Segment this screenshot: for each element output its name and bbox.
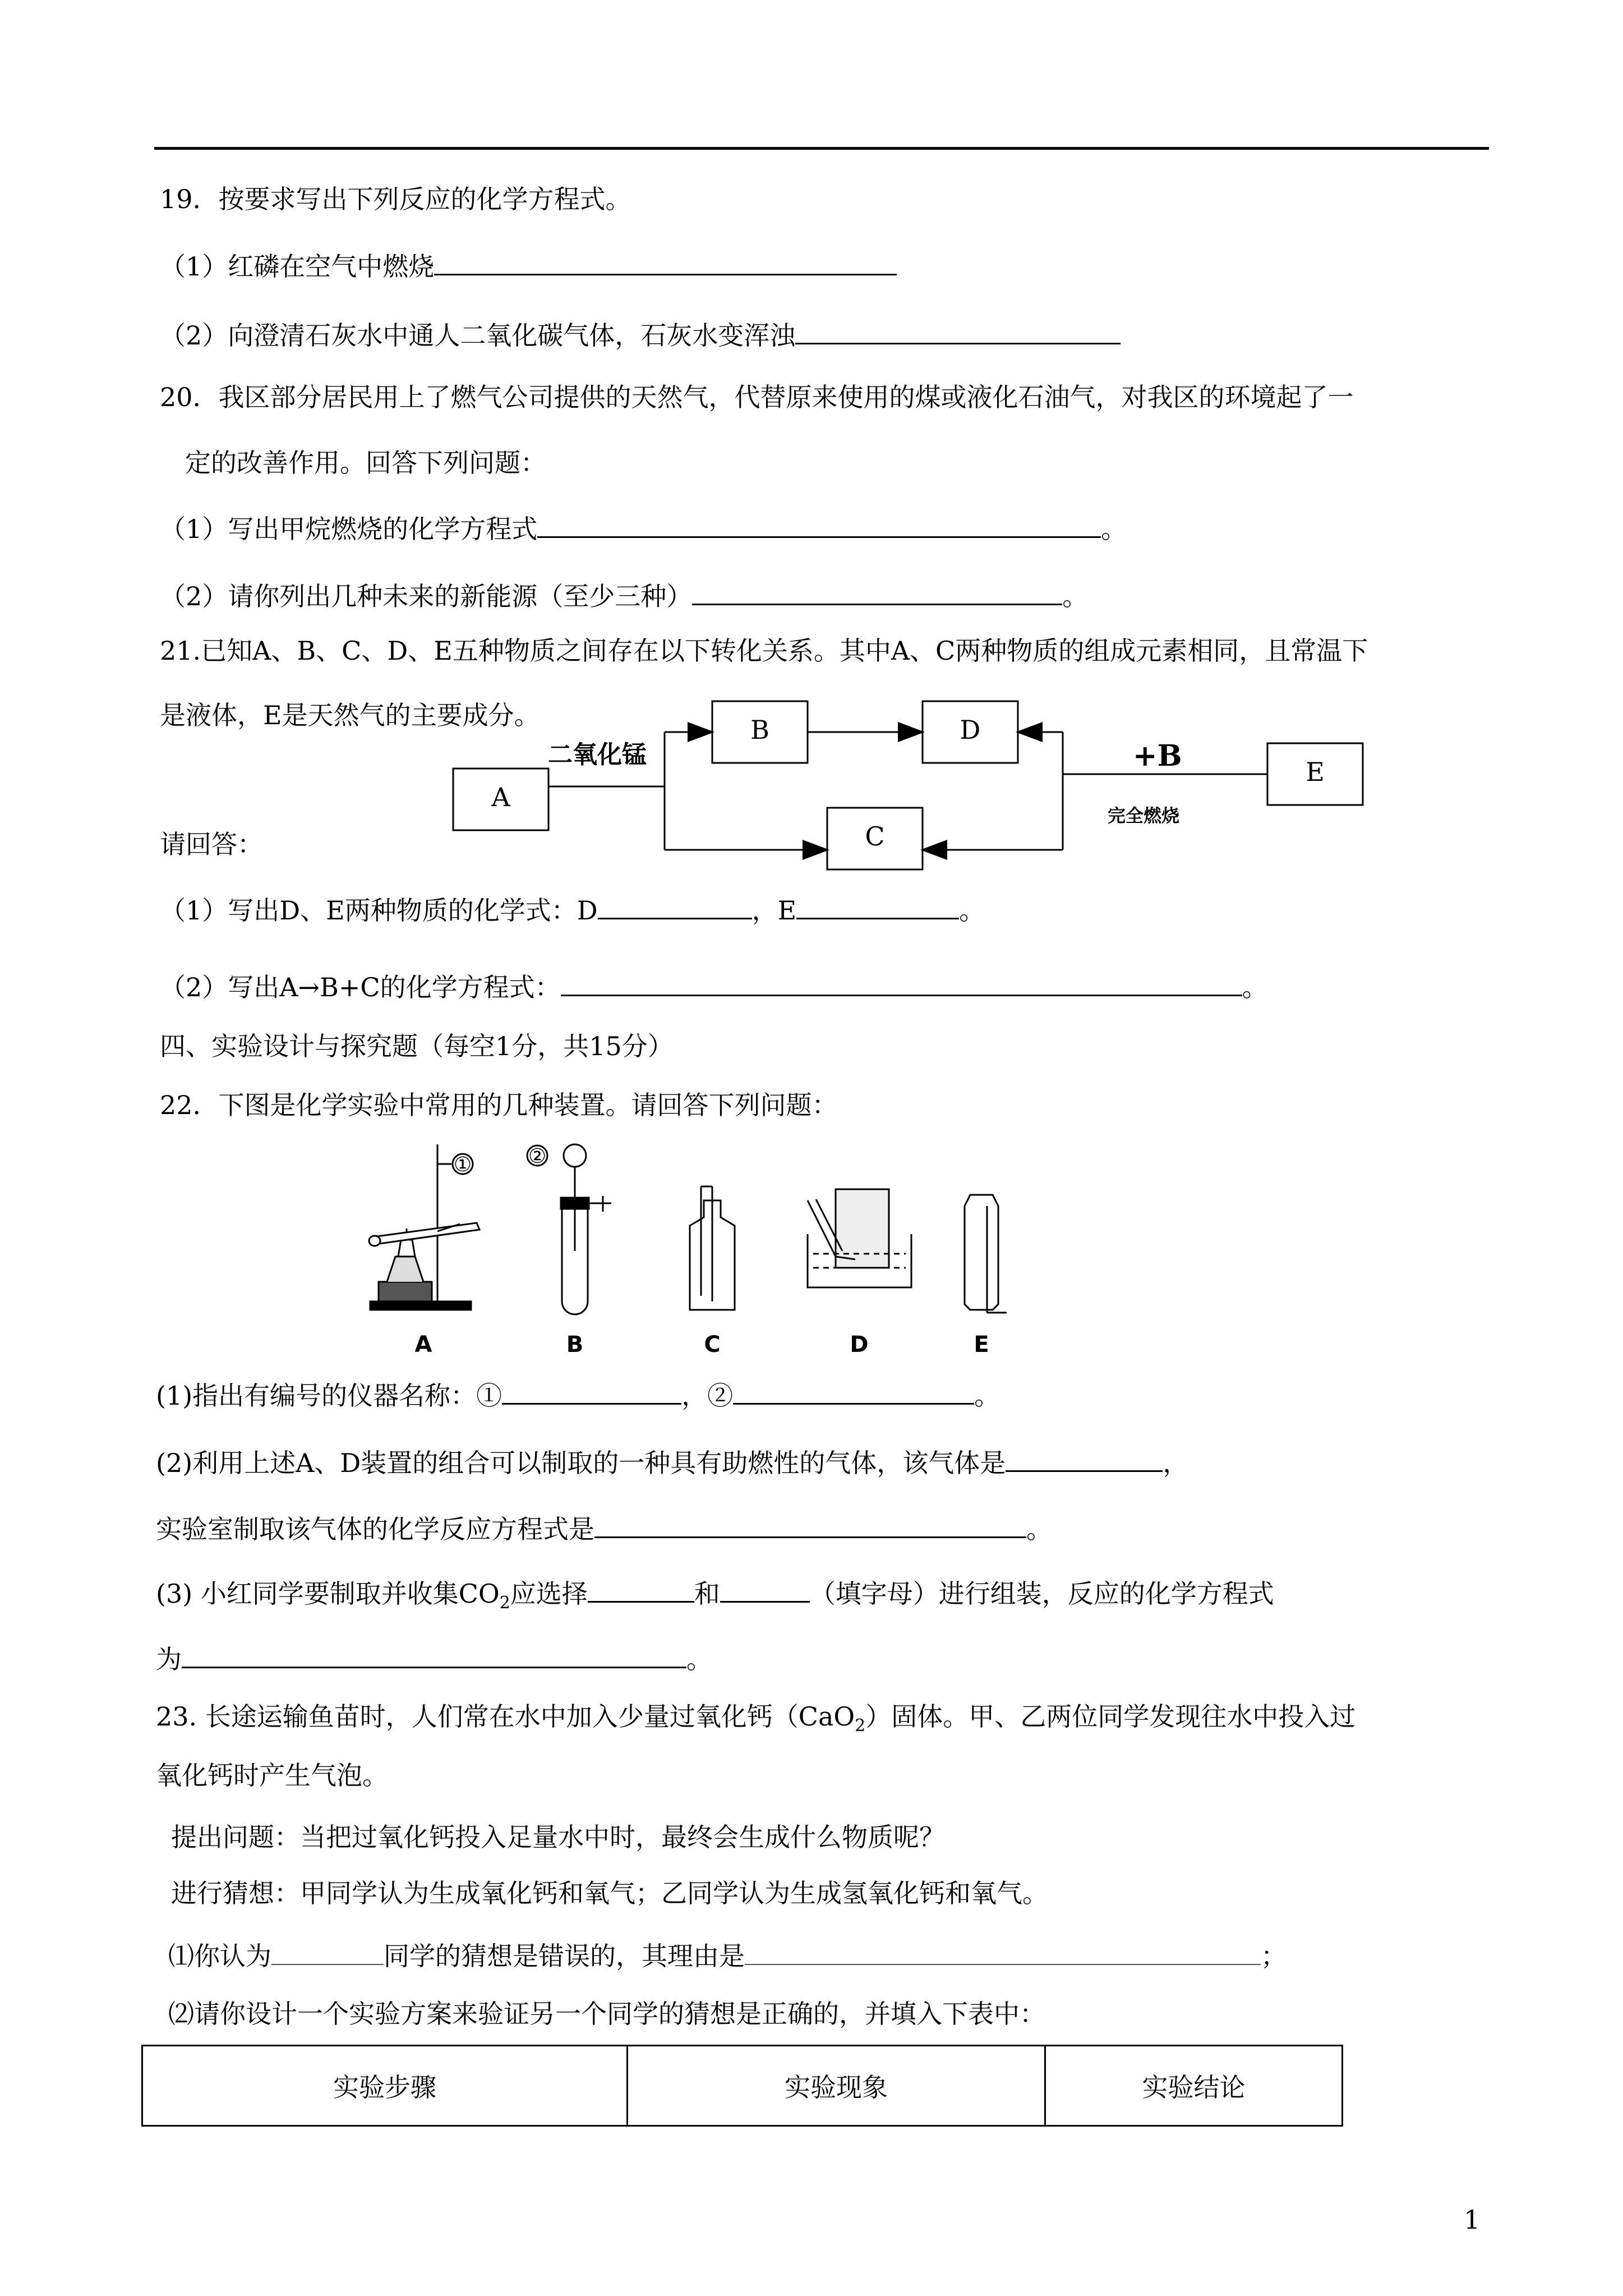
q19-part2 <box>160 317 1121 352</box>
q23-title-text: 23. 长途运输鱼苗时，人们常在水中加入少量过氧化钙（CaO <box>156 1701 855 1732</box>
apparatus-figure <box>348 1133 1133 1369</box>
marker-2: ② <box>528 1145 547 1168</box>
q21-part1-text-e: ，E <box>751 895 797 926</box>
answer-blank[interactable] <box>182 1641 686 1668</box>
q19-title: 19．按要求写出下列反应的化学方程式。 <box>160 184 631 214</box>
label-e: E <box>1306 757 1325 787</box>
q22-part2b-text: 实验室制取该气体的化学反应方程式是 <box>156 1514 594 1544</box>
answer-blank[interactable] <box>561 969 1242 996</box>
q22-part2b <box>156 1511 1052 1546</box>
q22-part2-text: (2)利用上述A、D装置的组合可以制取的一种具有助燃性的气体，该气体是 <box>156 1448 1006 1478</box>
q22-part3-text-3: 和 <box>694 1579 720 1609</box>
answer-blank[interactable] <box>1006 1444 1163 1472</box>
semicolon: ； <box>1261 1941 1287 1971</box>
q22-title: 22．下图是化学实验中常用的几种装置。请回答下列问题： <box>160 1090 838 1120</box>
q23-title-cont: 氧化钙时产生气泡。 <box>156 1760 388 1791</box>
q21-part2 <box>160 969 1268 1004</box>
q21-part2-text: （2）写出A→B+C的化学方程式： <box>160 972 561 1002</box>
period: 。 <box>1062 581 1089 611</box>
q22-part2 <box>156 1444 1188 1480</box>
q20-part1-text: （1）写出甲烷燃烧的化学方程式 <box>160 514 538 544</box>
q22-part3 <box>156 1575 1274 1620</box>
q23-part1-text: ⑴你认为 <box>168 1941 271 1971</box>
apparatus-label-c: C <box>704 1332 721 1358</box>
q21-part1-text: （1）写出D、E两种物质的化学式：D <box>160 895 598 926</box>
answer-blank[interactable] <box>434 248 897 275</box>
q19-part2-text: （2）向澄清石灰水中通人二氧化碳气体，石灰水变浑浊 <box>160 320 796 351</box>
answer-blank[interactable] <box>745 1938 1261 1965</box>
q23-part1-text-2: 同学的猜想是错误的，其理由是 <box>384 1941 745 1971</box>
label-b: B <box>750 715 769 745</box>
plus-b-label: +B <box>1133 739 1182 773</box>
q22-part3-text: (3) 小红同学要制取并收集CO <box>156 1579 500 1609</box>
subscript: 2 <box>499 1593 510 1613</box>
q22-part1-text: (1)指出有编号的仪器名称：① <box>156 1381 502 1411</box>
answer-blank[interactable] <box>795 317 1121 344</box>
q20-title-cont: 定的改善作用。回答下列问题： <box>185 448 546 478</box>
table-header-cell: 实验现象 <box>628 2046 1045 2126</box>
q21-title: 21.已知A、B、C、D、E五种物质之间存在以下转化关系。其中A、C两种物质的组成元素相同，且常温下 <box>160 636 1368 666</box>
table-header-cell: 实验结论 <box>1045 2046 1343 2126</box>
label-c: C <box>865 821 885 852</box>
q22-part3-text-5: 为 <box>156 1644 182 1674</box>
q20-part2 <box>160 578 1088 613</box>
subscript: 2 <box>855 1716 866 1736</box>
answer-blank[interactable] <box>271 1938 384 1965</box>
apparatus-label-a: A <box>414 1332 432 1358</box>
header-rule <box>154 147 1489 150</box>
catalyst-label: 二氧化锰 <box>548 740 647 769</box>
q20-part2-text: （2）请你列出几种未来的新能源（至少三种） <box>160 581 693 611</box>
apparatus-label-e: E <box>974 1332 989 1358</box>
section4-title: 四、实验设计与探究题（每空1分，共15分） <box>160 1031 674 1061</box>
q19-part1 <box>160 248 897 283</box>
q20-title: 20．我区部分居民用上了燃气公司提供的天然气，代替原来使用的煤或液化石油气，对我区的环境起了一 <box>160 382 1354 412</box>
comma: ， <box>1163 1448 1189 1478</box>
q21-title-cont: 是液体，E是天然气的主要成分。 <box>160 700 540 730</box>
answer-blank[interactable] <box>692 578 1062 605</box>
marker-1: ① <box>453 1153 472 1176</box>
answer-blank[interactable] <box>598 892 752 919</box>
answer-blank[interactable] <box>537 510 1101 538</box>
period: 。 <box>1242 972 1268 1002</box>
burn-label: 完全燃烧 <box>1108 805 1180 826</box>
q22-part3-text-2: 应选择 <box>510 1579 588 1609</box>
answer-blank[interactable] <box>720 1575 810 1603</box>
answer-blank[interactable] <box>594 1511 1026 1538</box>
q23-title-text-2: ）固体。甲、乙两位同学发现往水中投入过 <box>865 1701 1356 1732</box>
period: 。 <box>1026 1514 1052 1544</box>
q21-ask: 请回答： <box>160 829 263 859</box>
q23-part2: ⑵请你设计一个实验方案来验证另一个同学的猜想是正确的，并填入下表中： <box>168 1999 1045 2029</box>
period: 。 <box>1101 514 1127 544</box>
apparatus-label-d: D <box>850 1332 869 1358</box>
q20-part1 <box>160 510 1127 546</box>
period: 。 <box>959 895 985 926</box>
q22-part3-cont <box>156 1641 712 1676</box>
answer-blank[interactable] <box>588 1575 694 1603</box>
experiment-table <box>141 2045 1343 2127</box>
q22-part1 <box>156 1377 1000 1412</box>
q23-question: 提出问题：当把过氧化钙投入足量水中时，最终会生成什么物质呢？ <box>171 1822 945 1852</box>
q23-part1 <box>168 1938 1287 1973</box>
q22-part1-text-2: ，② <box>681 1381 734 1411</box>
period: 。 <box>686 1644 712 1674</box>
q22-part3-text-4: （填字母）进行组装，反应的化学方程式 <box>809 1579 1274 1609</box>
q23-guess: 进行猜想：甲同学认为生成氧化钙和氧气；乙同学认为生成氢氧化钙和氧气。 <box>171 1878 1048 1908</box>
q19-part1-text: （1）红磷在空气中燃烧 <box>160 251 435 282</box>
label-a: A <box>491 782 510 812</box>
q21-part1 <box>160 892 985 927</box>
answer-blank[interactable] <box>733 1377 974 1405</box>
table-header-row <box>142 2046 1343 2126</box>
period: 。 <box>974 1381 1000 1411</box>
label-d: D <box>960 715 981 745</box>
conversion-diagram <box>443 696 1385 898</box>
answer-blank[interactable] <box>502 1377 681 1405</box>
apparatus-label-b: B <box>566 1332 584 1358</box>
table-header-cell: 实验步骤 <box>142 2046 628 2126</box>
page-number: 1 <box>1464 2205 1481 2235</box>
answer-blank[interactable] <box>796 892 959 919</box>
q23-title <box>156 1700 1355 1743</box>
